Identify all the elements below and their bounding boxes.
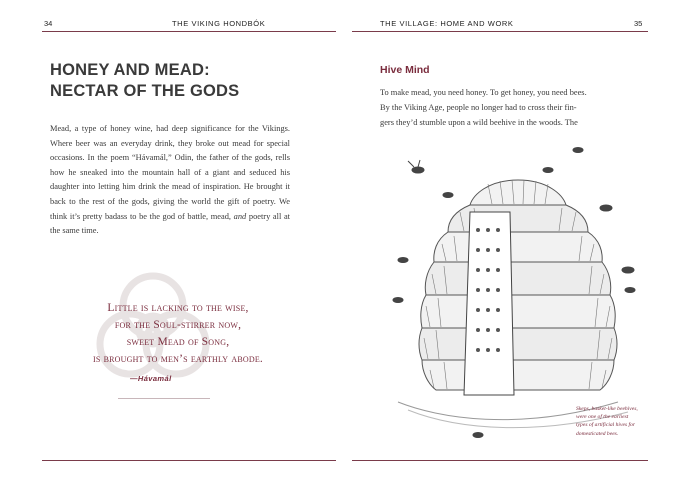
poem-line-2: for the Soul-stirrer now, xyxy=(114,319,242,331)
right-footer-rule xyxy=(352,460,648,461)
paragraph-part-2: poetry all at the same time. xyxy=(50,211,290,236)
caption-line-3: types of artificial hives for xyxy=(576,422,636,429)
chapter-title xyxy=(50,60,310,102)
illustration-caption xyxy=(576,405,666,438)
paragraph-part-1: Mead, a type of honey wine, had deep significance for the Vikings. Where beer was an everyday drink, they broke out mead for special occasions. In the poem “Hávamál,” Odin, the father of the gods, rells how he sneaked into the mountain hall of a giant and seduced his daughter into letting him drink the mead of inspiration. He brought it back to the rest of the gods, giving the world the gift of poetry. We think it’s pretty badass to be the god of battle, mead, xyxy=(50,124,290,221)
left-page-number: 34 xyxy=(44,19,53,28)
left-body-text xyxy=(50,122,290,239)
poem-line-4: is brought to men’s earthly abode. xyxy=(92,353,263,365)
section-subheading: Hive Mind xyxy=(380,64,430,76)
caption-line-1: Skeps, basket-like beehives, xyxy=(576,406,638,412)
caption-line-4: domesticated bees. xyxy=(576,430,619,437)
right-line-1: To make mead, you need honey. To get honey, you need bees. xyxy=(380,88,587,97)
poem-quote xyxy=(68,300,288,368)
right-body-text xyxy=(380,85,645,130)
right-running-head: THE VILLAGE: HOME AND WORK xyxy=(380,19,514,28)
beehive-illustration xyxy=(378,140,658,440)
right-line-3: gers they’d stumble upon a wild beehive in the woods. The xyxy=(380,118,578,127)
left-running-head: THE VIKING HONDBÓK xyxy=(172,19,266,28)
poem-line-1: Little is lacking to the wise, xyxy=(107,302,249,314)
paragraph-emphasis: and xyxy=(233,211,247,221)
right-header-rule xyxy=(352,31,648,32)
poem-line-3: sweet Mead of Song, xyxy=(126,336,230,348)
left-footer-rule xyxy=(42,460,336,461)
left-header-rule xyxy=(42,31,336,32)
right-page-number: 35 xyxy=(634,19,643,28)
caption-line-2: were one of the earliest xyxy=(576,414,629,421)
title-line-1: HONEY AND MEAD: xyxy=(50,61,210,79)
right-line-2: By the Viking Age, people no longer had to cross their fin- xyxy=(380,103,577,112)
title-line-2: NECTAR OF THE GODS xyxy=(50,82,240,100)
poem-rule xyxy=(118,398,210,399)
poem-attribution: —Hávamál xyxy=(130,374,172,383)
